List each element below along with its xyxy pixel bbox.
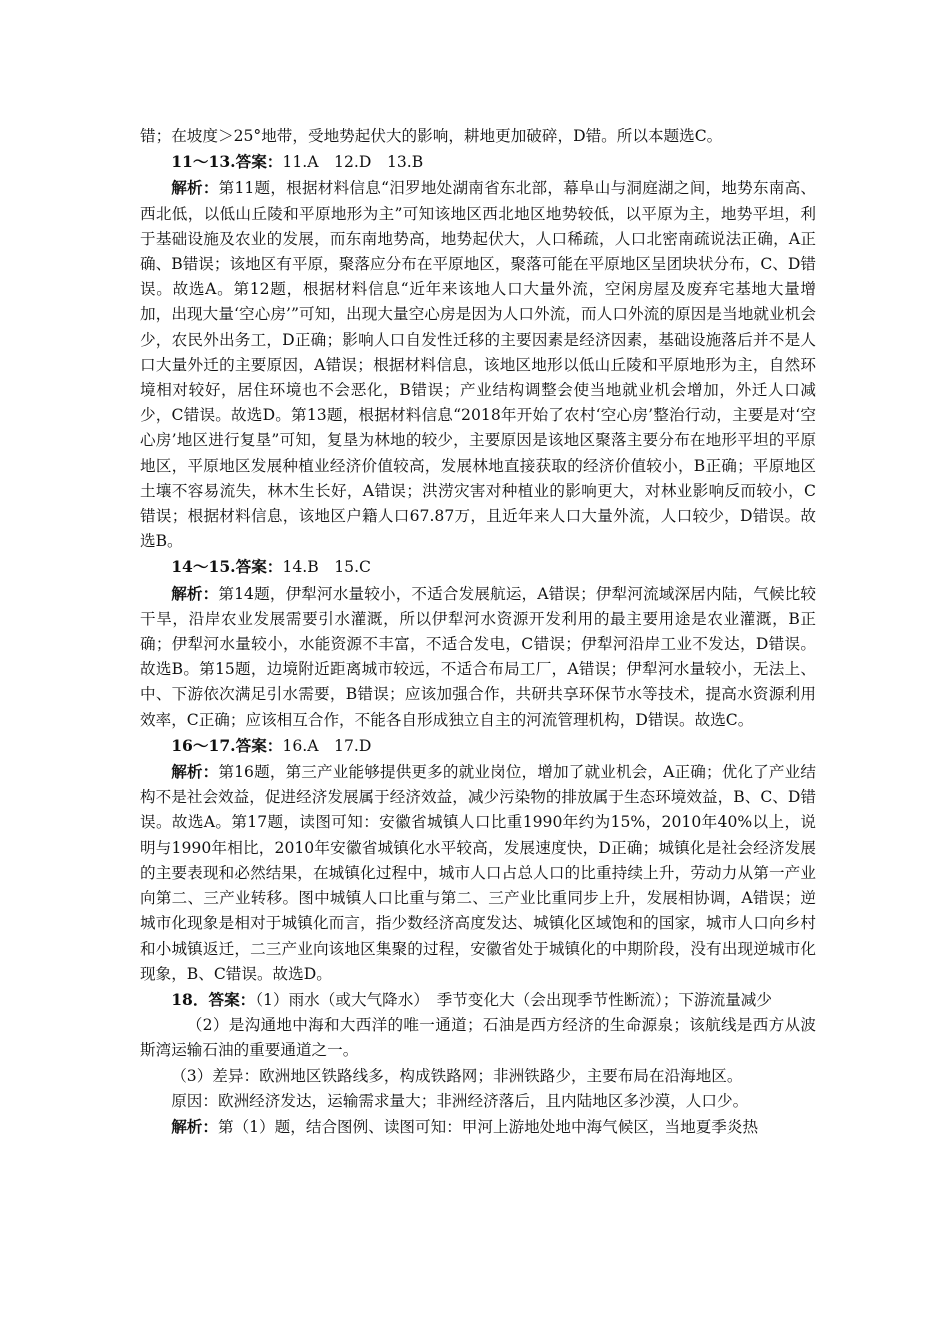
analysis-label: 解析：	[171, 762, 219, 782]
answer-18	[140, 987, 816, 1013]
answer-11-13	[140, 149, 816, 175]
analysis-text: 第11题，根据材料信息“汨罗地处湖南省东北部，幕阜山与洞庭湖之间，地势东南高、西北低，以低山丘陵和平原地形为主”可知该地区西北地区地势较低，以平原为主，地势平坦，利于基础设施及农业的发展，而东南地势高，地势起伏大，人口稀疏，人口北密南疏说法正确，A正确、B错误；该地区有平原，聚落应分布在平原地区，聚落可能在平原地区呈团块状分布，C、D错误。故选A。第12题，根据材料信息“近年来该地人口大量外流，空闲房屋及废弃宅基地大量增加，出现大量‘空心房’”可知，出现大量空心房是因为人口外流，而人口外流的原因是当地就业机会少，农民外出务工，D正确；影响人口自发性迁移的主要因素是经济因素，基础设施落后并不是人口大量外迁的主要原因，A错误；根据材料信息，该地区地形以低山丘陵和平原地形为主，自然环境相对较好，居住环境也不会恶化，B错误；产业结构调整会使当地就业机会增加，外迁人口减少，C错误。故选D。第13题，根据材料信息“2018年开始了农村‘空心房’整治行动，主要是对‘空心房’地区进行复垦”可知，复垦为林地的较少，主要原因是该地区聚落主要分布在地形平坦的平原地区，平原地区发展种植业经济价值较高，发展林地直接获取的经济价值较小，B正确；平原地区土壤不容易流失，林木生长好，A错误；洪涝灾害对种植业的影响更大，对林业影响反而较小，C错误；根据材料信息，该地区户籍人口67.87万，且近年来人口大量外流，人口较少，D错误。故选B。	[140, 179, 816, 551]
analysis-label: 解析：	[171, 1116, 218, 1136]
answer-18-part-2: （2）是沟通地中海和大西洋的唯一通道；石油是西方经济的生命源泉；该航线是西方从波斯湾运输石油的重要通道之一。	[140, 1016, 816, 1060]
answer-text: （1）雨水（或大气降水） 季节变化大（会出现季节性断流）；下游流量减少	[255, 990, 772, 1009]
answer-label: 11～13.答案：	[171, 152, 283, 172]
answer-18-part-3-reason: 原因：欧洲经济发达，运输需求量大；非洲经济落后，且内陆地区多沙漠，人口少。	[171, 1091, 749, 1110]
analysis-text: 第14题，伊犁河水量较小，不适合发展航运，A错误；伊犁河流域深居内陆，气候比较干旱，沿岸农业发展需要引水灌溉，所以伊犁河水资源开发利用的最主要用途是农业灌溉，B正确；伊犁河水量较小，水能资源不丰富，不适合发电，C错误；伊犁河沿岸工业不发达，D错误。故选B。第15题，边境附近距离城市较远，不适合布局工厂，A错误；伊犁河水量较小，无法上、中、下游依次满足引水需要，B错误；应该加强合作，共研共享环保节水等技术，提高水资源利用效率，C正确；应该相互合作，不能各自形成独立自主的河流管理机构，D错误。故选C。	[140, 584, 816, 729]
analysis-label: 解析：	[171, 178, 219, 198]
answer-text: 16.A 17.D	[282, 736, 372, 755]
paragraph-q10-tail: 错；在坡度＞25°地带，受地势起伏大的影响，耕地更加破碎，D错。所以本题选C。	[140, 127, 723, 145]
analysis-18	[140, 1114, 816, 1140]
answer-text: 14.B 15.C	[282, 558, 371, 577]
answer-16-17	[140, 733, 816, 759]
answer-14-15	[140, 554, 816, 580]
answer-label: 16～17.答案：	[171, 735, 283, 755]
analysis-11-13	[140, 175, 816, 554]
analysis-label: 解析：	[171, 583, 219, 603]
analysis-14-15	[140, 581, 816, 733]
answer-label: 18．答案：	[171, 989, 256, 1009]
answer-explanations	[140, 124, 816, 1140]
analysis-text: 第（1）题，结合图例、读图可知：甲河上游地处地中海气候区，当地夏季炎热	[217, 1117, 759, 1136]
answer-text: 11.A 12.D 13.B	[282, 153, 424, 172]
analysis-16-17	[140, 759, 816, 987]
answer-18-part-3-difference: （3）差异：欧洲地区铁路线多，构成铁路网；非洲铁路少，主要布局在沿海地区。	[171, 1066, 743, 1085]
answer-label: 14～15.答案：	[171, 557, 283, 577]
analysis-text: 第16题，第三产业能够提供更多的就业岗位，增加了就业机会，A正确；优化了产业结构不是社会效益，促进经济发展属于经济效益，减少污染物的排放属于生态环境效益，B、C、D错误。故选A。第17题，读图可知：安徽省城镇人口比重1990年约为15%，2010年40%以上，说明与1990年相比，2010年安徽省城镇化水平较高，发展速度快，D正确；城镇化是社会经济发展的主要表现和必然结果，在城镇化过程中，城市人口占总人口的比重持续上升，劳动力从第一产业向第二、三产业转移。图中城镇人口比重与第二、三产业比重同步上升，发展相协调，A错误；逆城市化现象是相对于城镇化而言，指少数经济高度发达、城镇化区域饱和的国家，城市人口向乡村和小城镇返迁，二三产业向该地区集聚的过程，安徽省处于城镇化的中期阶段，没有出现逆城市化现象，B、C错误。故选D。	[140, 763, 816, 983]
